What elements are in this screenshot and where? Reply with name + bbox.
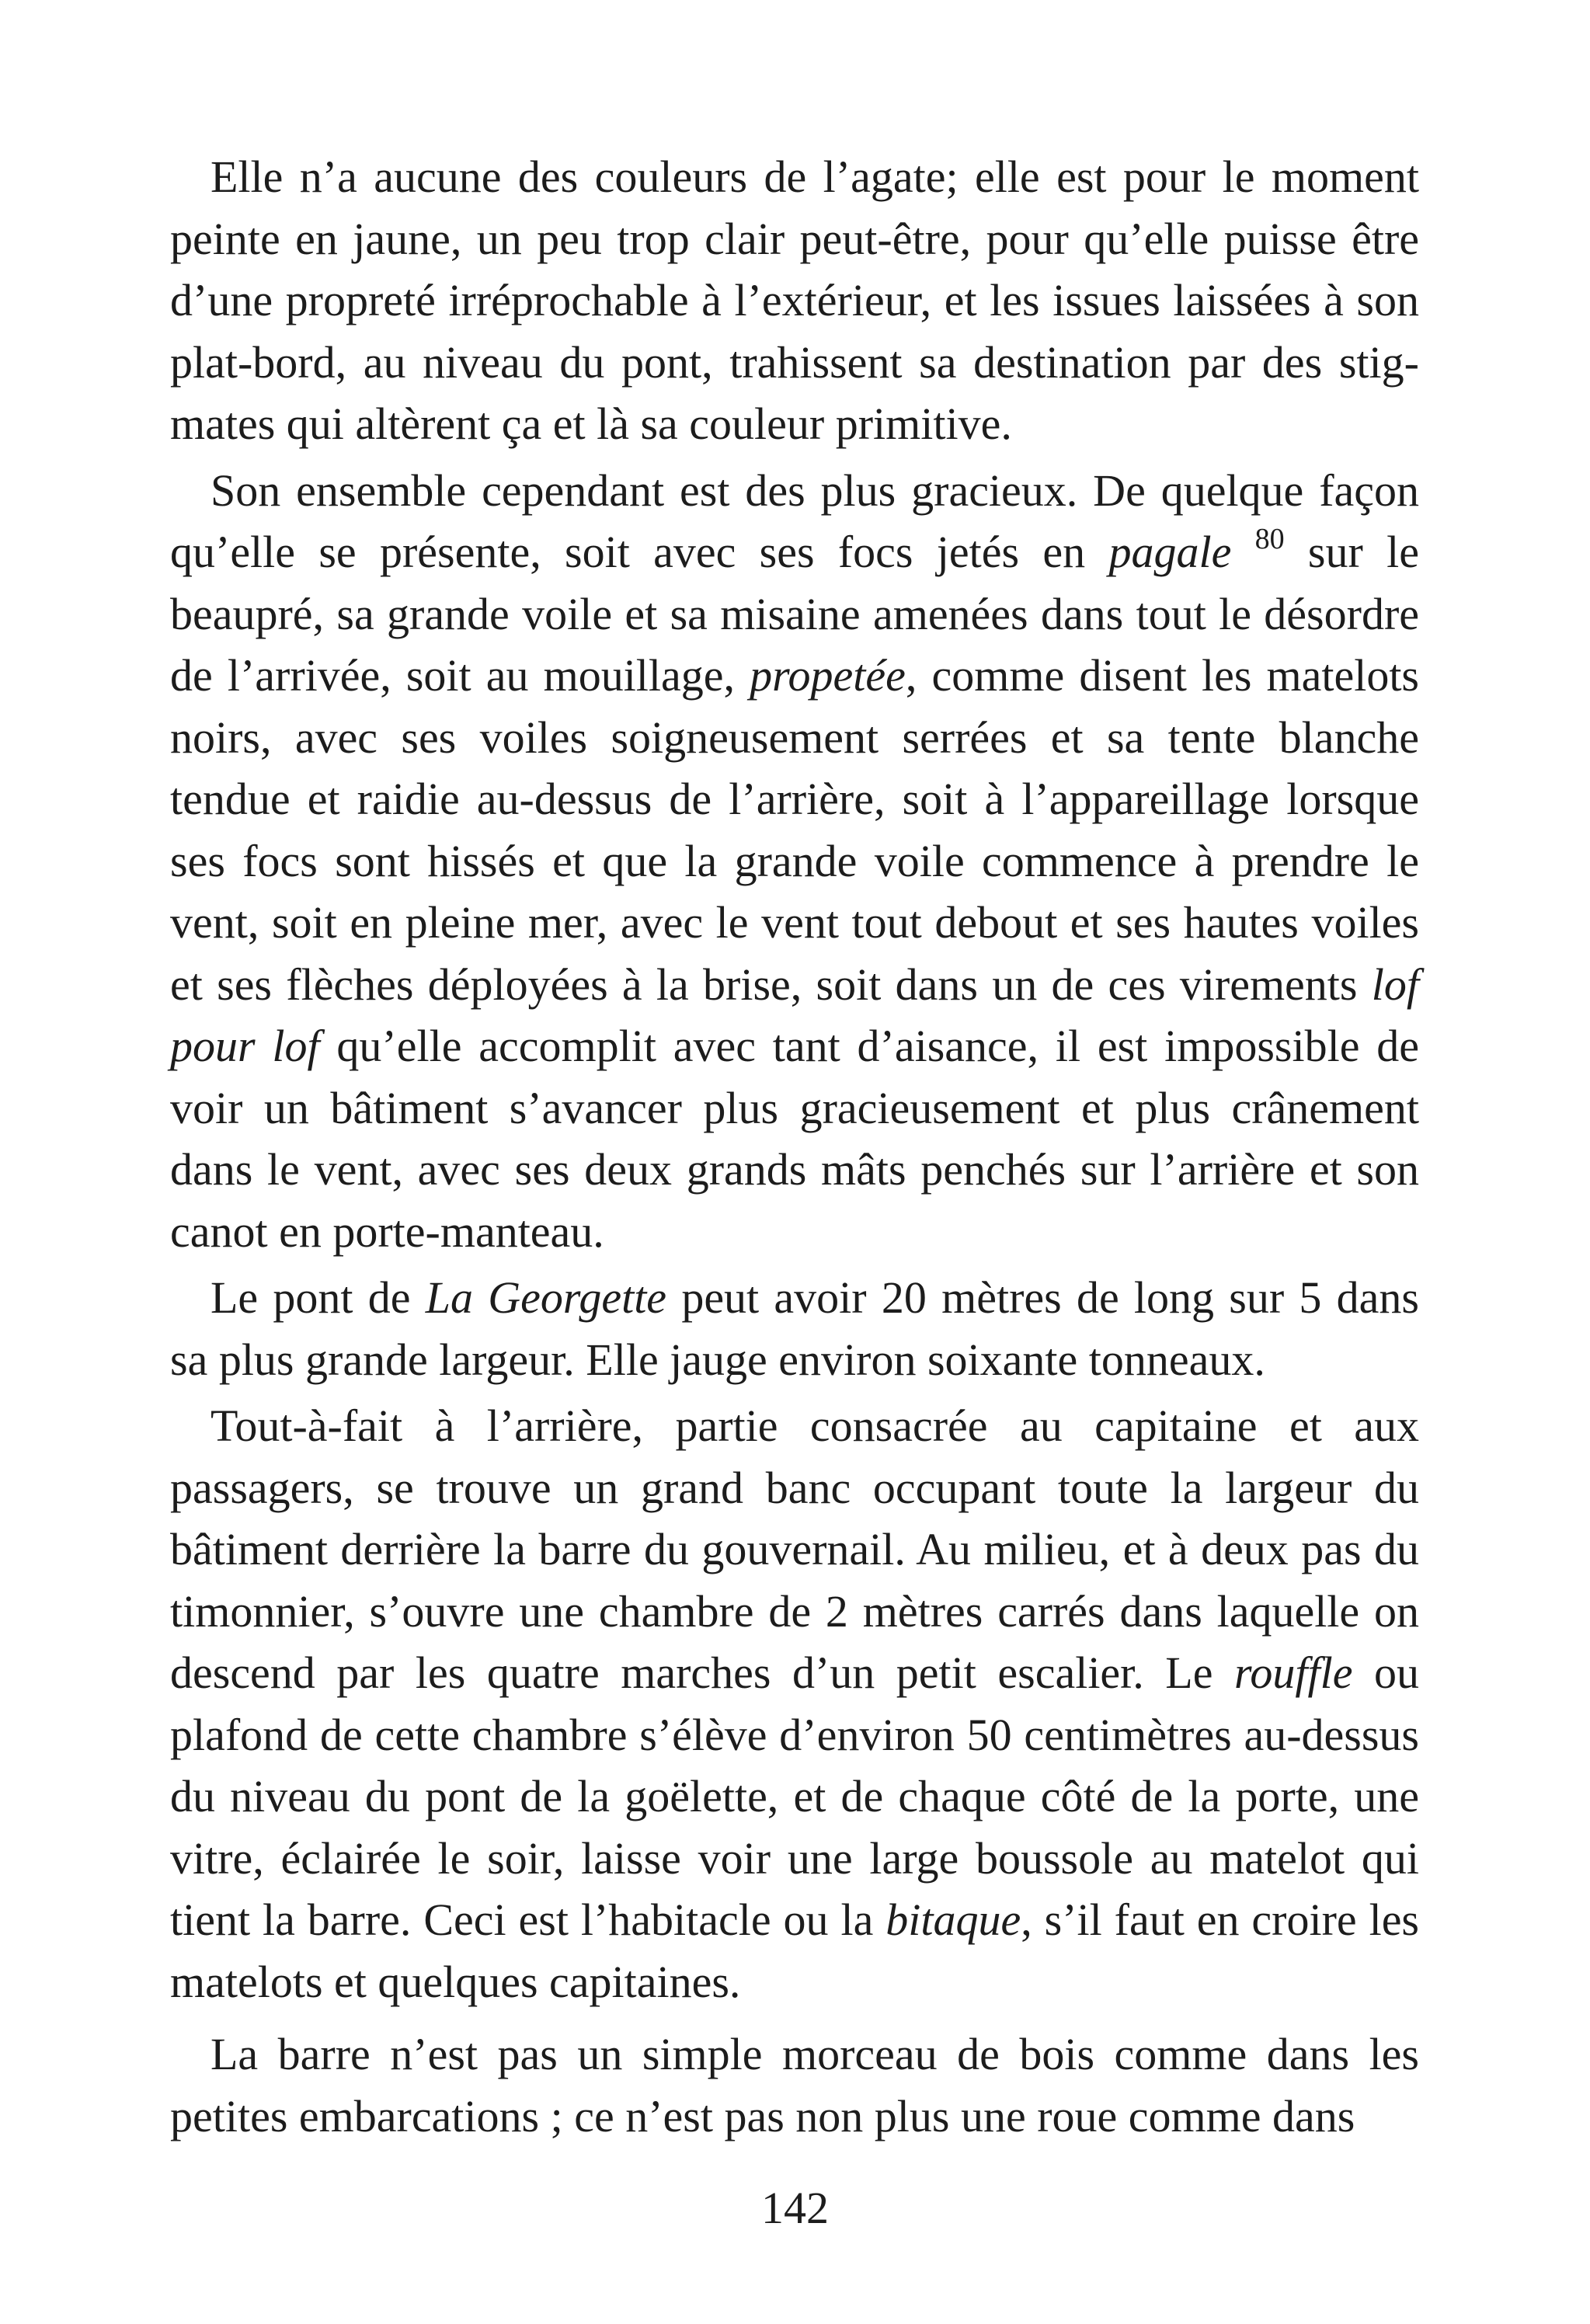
paragraph-4-text-a: Tout-à-fait à l’arrière, partie consacrée au capitaine et aux passagers, se trouve un grand banc occupant toute la largeur du bâtiment derrière la barre du gouvernail. Au milieu, et à deux pas du timonnier, s’ouvre une chambre de 2 mètres carrés dans laquelle on descend par les quatre marches d’un petit escalier. Le <box>170 1400 1419 1698</box>
paragraph-2 <box>170 460 1419 1263</box>
paragraph-5-text: La barre n’est pas un simple morceau de bois comme dans les petites embarcations ; ce n’est pas non plus une roue comme dans <box>170 2029 1419 2141</box>
paragraph-3 <box>170 1267 1419 1390</box>
paragraph-2-text-c: , comme disent les matelots noirs, avec ses voiles soigneusement serrées et sa tente blanche tendue et raidie au-dessus de l’arrière, soit à l’appareillage lorsque ses focs sont hissés et que la grande voile commence à prendre le vent, soit en pleine mer, avec le vent tout debout et ses hautes voiles et ses flèches déployées à la brise, soit dans un de ces virements <box>170 650 1420 1010</box>
page-number: 142 <box>761 2183 829 2233</box>
paragraph-2-text-d: qu’elle accomplit avec tant d’aisance, il est impossible de voir un bâtiment s’avancer plus gracieusement et plus crânement dans le vent, avec ses deux grands mâts penchés sur l’arrière et son canot en porte-manteau. <box>170 1021 1419 1257</box>
italic-ship-name: La Georgette <box>425 1272 667 1323</box>
paragraph-1-text: Elle n’a aucune des couleurs de l’agate; elle est pour le moment peinte en jaune, un peu trop clair peut-être, pour qu’elle puisse être d’une propreté irréprochable à l’extérieur, et les issues laissées à son plat-bord, au niveau du pont, trahissent sa destination par des stigmates qui altèrent ça et là sa couleur primitive. <box>170 151 1419 449</box>
italic-term-pagale: pagale <box>1108 527 1232 577</box>
paragraph-2-text-b: sur le beaupré, sa grande voile et sa misaine amenées dans tout le désordre de l’arrivée, soit au mouillage, <box>170 527 1419 701</box>
italic-term-bitaque: bitaque <box>885 1894 1021 1945</box>
body-text <box>170 146 1419 2147</box>
paragraph-4-text-c: , s’il faut en croire les matelots et quelques capitaines. <box>170 1894 1420 2007</box>
paragraph-5 <box>170 2023 1419 2147</box>
paragraph-3-text-b: peut avoir 20 mètres de long sur 5 dans sa plus grande largeur. Elle jauge environ soixante tonneaux. <box>170 1272 1419 1385</box>
paragraph-4-text-b: ou plafond de cette chambre s’élève d’environ 50 centimètres au-dessus du niveau du pont de la goëlette, et de chaque côté de la porte, une vitre, éclairée le soir, laisse voir une large boussole au matelot qui tient la barre. Ceci est l’habitacle ou la <box>170 1647 1420 1945</box>
paragraph-3-text-a: Le pont de <box>210 1272 426 1323</box>
paragraph-4 <box>170 1395 1419 2013</box>
footnote-ref-80: 80 <box>1254 522 1285 555</box>
paragraph-1 <box>170 146 1419 455</box>
italic-term-propetee: propetée <box>750 650 906 701</box>
italic-term-rouffle: rouffle <box>1233 1647 1353 1698</box>
italic-term-lof-pour-lof: lof pour lof <box>170 958 1419 1071</box>
paragraph-2-text-a: Son ensemble cependant est des plus gracieux. De quelque façon qu’elle se présente, soit avec ses focs jetés en <box>170 464 1419 577</box>
